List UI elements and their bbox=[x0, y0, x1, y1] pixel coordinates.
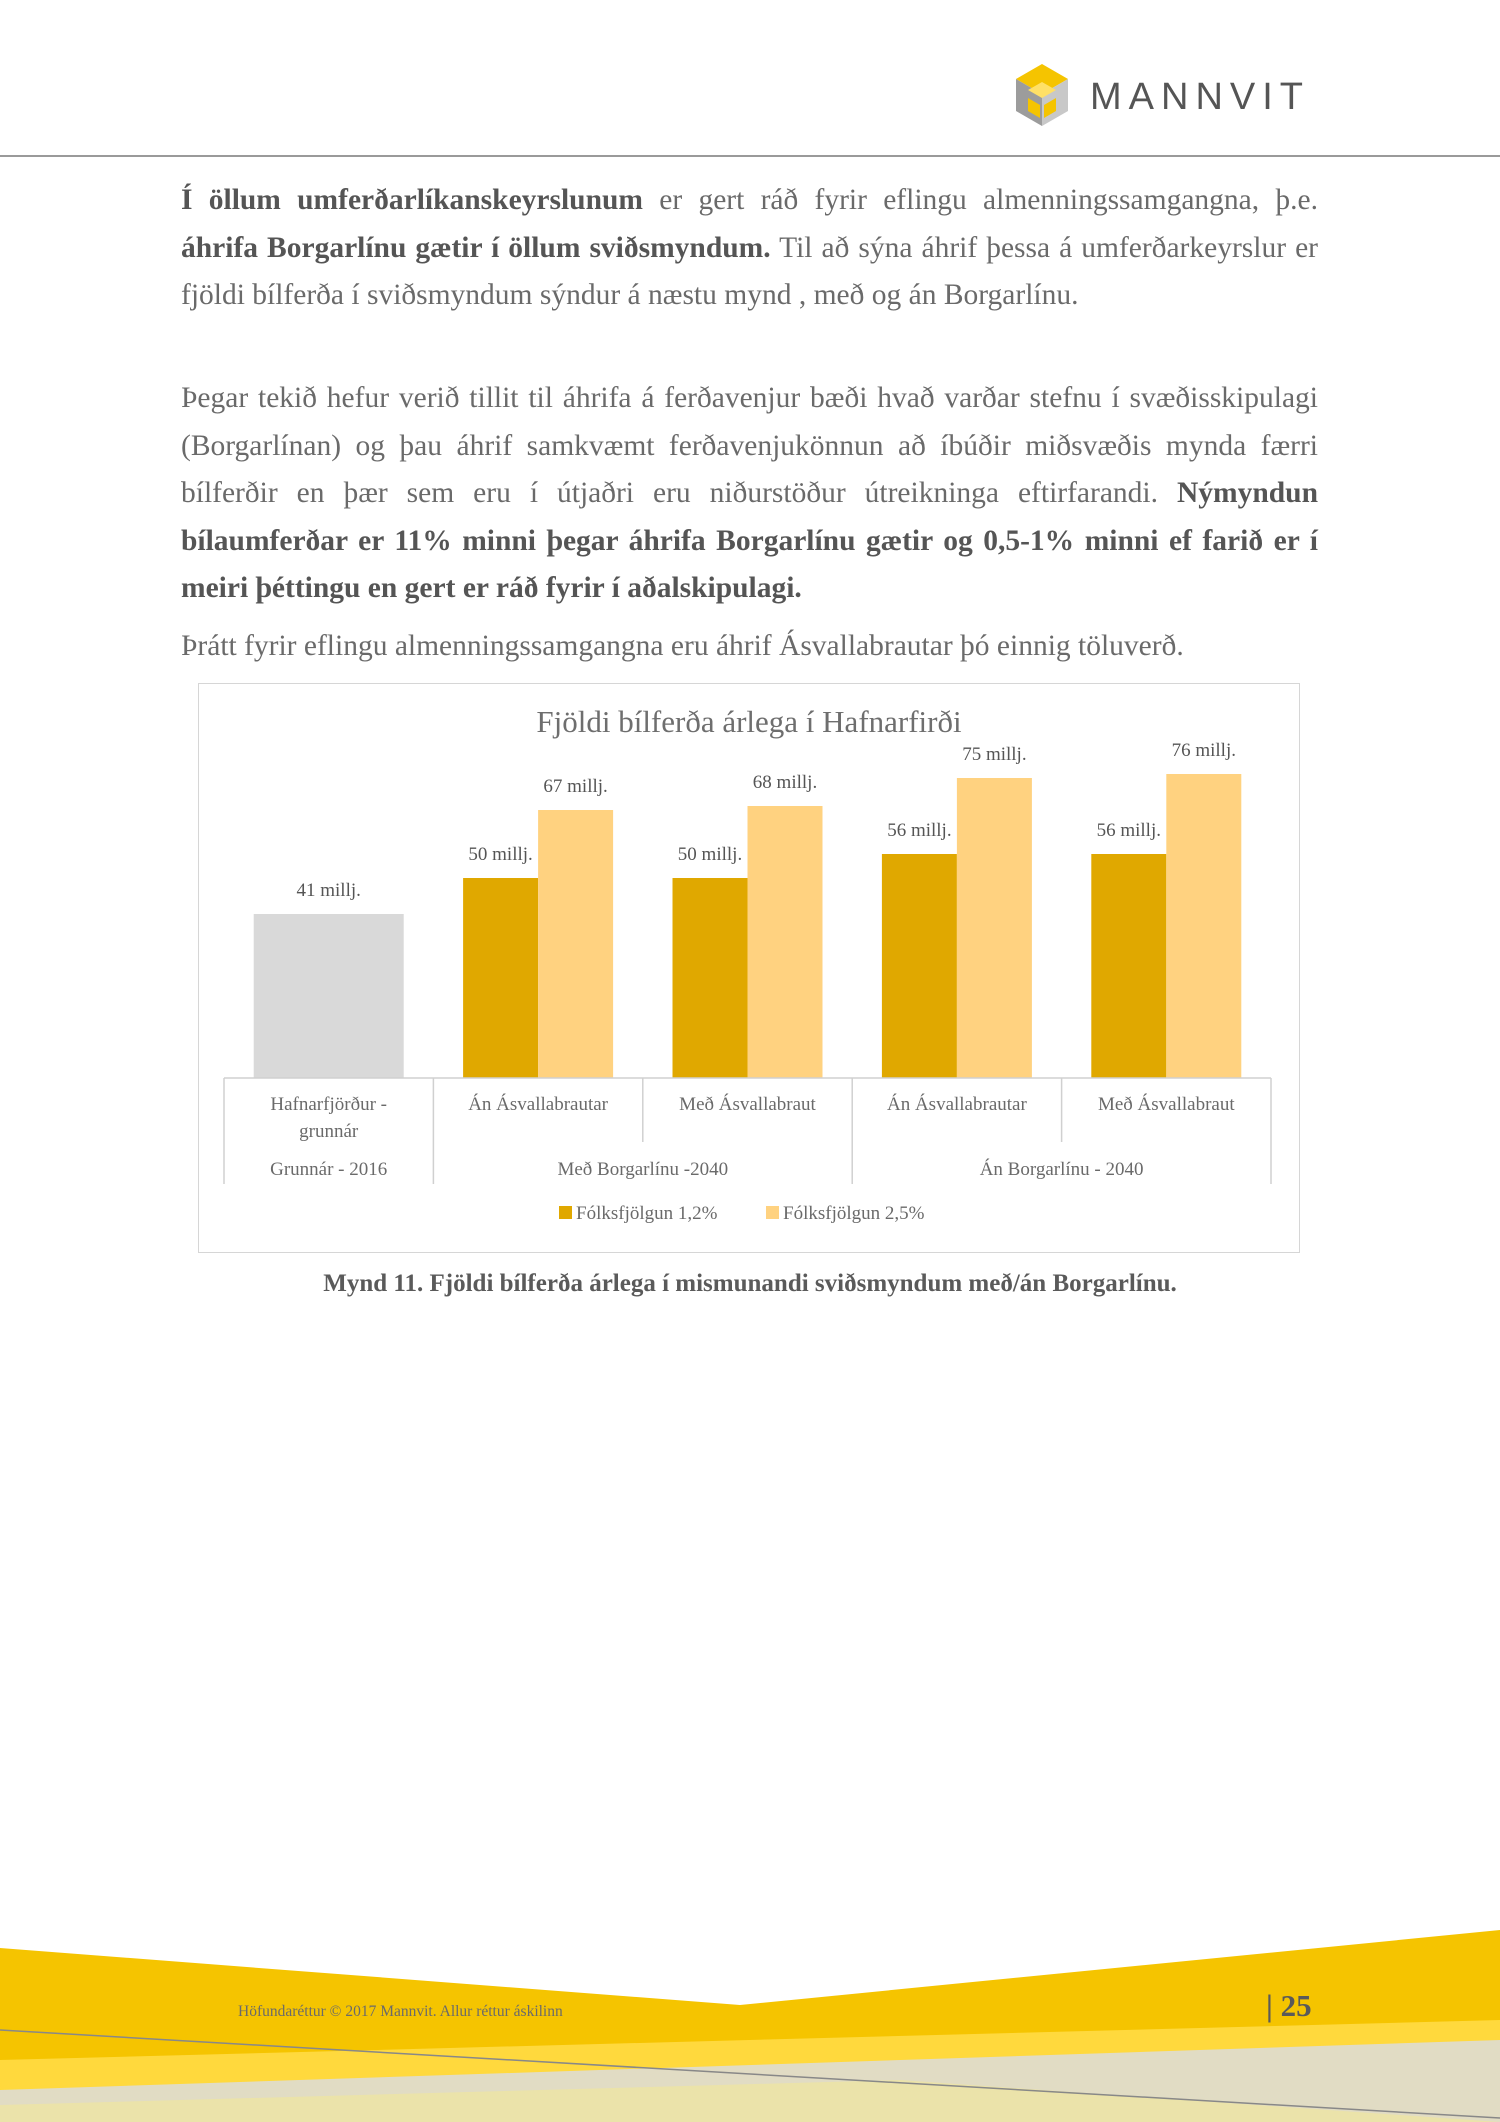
para1-segment-0: Í öllum umferðarlíkanskeyrslunum bbox=[181, 184, 643, 216]
bar-series1-cat3 bbox=[882, 854, 957, 1078]
data-label-series1-cat1: 50 millj. bbox=[468, 844, 533, 865]
page-number: | 25 bbox=[1266, 1988, 1312, 2023]
header-divider bbox=[0, 155, 1500, 157]
para2-segment-1: Nýmyndun bílaumferðar er 11% minni þegar áhrifa Borgarlínu gætir og 0,5-1% minni ef farið er í meiri þéttingu en gert er ráð fyrir í aðalskipulagi. bbox=[181, 477, 1318, 604]
category-label-0-line1: grunnár bbox=[299, 1121, 359, 1142]
category-label-0-line0: Hafnarfjörður - bbox=[270, 1094, 387, 1115]
data-label-baseline: 41 millj. bbox=[296, 880, 361, 901]
data-label-series2-cat4: 76 millj. bbox=[1171, 740, 1237, 761]
data-label-series1-cat2: 50 millj. bbox=[677, 844, 743, 865]
group-label-0: Grunnár - 2016 bbox=[270, 1159, 388, 1180]
group-label-2: Án Borgarlínu - 2040 bbox=[979, 1159, 1144, 1180]
group-label-1: Með Borgarlínu -2040 bbox=[557, 1159, 729, 1180]
mannvit-logo-icon bbox=[1010, 62, 1074, 132]
bar-series2-cat2 bbox=[748, 806, 823, 1078]
mannvit-logo bbox=[1010, 62, 1310, 132]
category-label-1-line0: Án Ásvallabrautar bbox=[468, 1094, 609, 1115]
paragraph-1 bbox=[181, 177, 1318, 320]
para3-segment-0: Þrátt fyrir eflingu almenningssamgangna eru áhrif Ásvallabrautar þó einnig töluverð. bbox=[181, 630, 1184, 662]
bar-series2-cat3 bbox=[957, 778, 1032, 1078]
para1-segment-2: áhrifa Borgarlínu gætir í öllum sviðsmyndum. bbox=[181, 231, 771, 264]
data-label-series2-cat3: 75 millj. bbox=[962, 744, 1027, 765]
data-label-series2-cat2: 68 millj. bbox=[752, 772, 818, 793]
legend-swatch-2 bbox=[766, 1206, 779, 1219]
para2-segment-0: Þegar tekið hefur verið tillit til áhrifa á ferðavenjur bæði hvað varðar stefnu í svæðisskipulagi (Borgarlínan) og þau áhrif samkvæmt ferðavenjukönnun að íbúðir miðsvæðis mynda færri bílferðir en þær sem eru í útjaðri eru niðurstöður útreikninga eftirfarandi. bbox=[181, 382, 1318, 509]
data-label-series1-cat4: 56 millj. bbox=[1096, 820, 1162, 841]
figure-caption: Mynd 11. Fjöldi bílferða árlega í mismunandi sviðsmyndum með/án Borgarlínu. bbox=[323, 1270, 1177, 1297]
bar-series2-cat1 bbox=[538, 810, 613, 1078]
bar-series1-cat1 bbox=[463, 878, 538, 1078]
category-label-4-line0: Með Ásvallabraut bbox=[1097, 1094, 1235, 1115]
bar-chart bbox=[198, 683, 1300, 1253]
footer-copyright: Höfundaréttur © 2017 Mannvit. Allur réttur áskilinn bbox=[238, 2003, 563, 2020]
bar-baseline bbox=[254, 914, 404, 1078]
data-label-series2-cat1: 67 millj. bbox=[543, 776, 608, 797]
bar-series2-cat4 bbox=[1166, 774, 1241, 1078]
legend-swatch-1 bbox=[559, 1206, 572, 1219]
category-label-3-line0: Án Ásvallabrautar bbox=[886, 1094, 1027, 1115]
legend-label-2: Fólksfjölgun 2,5% bbox=[783, 1203, 925, 1224]
category-label-2-line0: Með Ásvallabraut bbox=[679, 1094, 816, 1115]
paragraph-2 bbox=[181, 375, 1318, 613]
para1-segment-3: Til að sýna áhrif þessa á umferðarkeyrslur er fjöldi bílferða í sviðsmyndum sýndur á næstu mynd , með og án Borgarlínu. bbox=[181, 231, 1318, 311]
data-label-series1-cat3: 56 millj. bbox=[887, 820, 952, 841]
bar-series1-cat4 bbox=[1091, 854, 1166, 1078]
logo-wordmark: MANNVIT bbox=[1090, 76, 1310, 118]
paragraph-3 bbox=[181, 623, 1318, 671]
bar-series1-cat2 bbox=[673, 878, 748, 1078]
footer-band bbox=[0, 1930, 1500, 2122]
legend-label-1: Fólksfjölgun 1,2% bbox=[576, 1203, 718, 1224]
para1-segment-1: er gert ráð fyrir eflingu almenningssamgangna, þ.e. bbox=[642, 184, 1318, 216]
chart-canvas bbox=[199, 684, 1299, 1252]
chart-title: Fjöldi bílferða árlega í Hafnarfirði bbox=[536, 704, 962, 739]
